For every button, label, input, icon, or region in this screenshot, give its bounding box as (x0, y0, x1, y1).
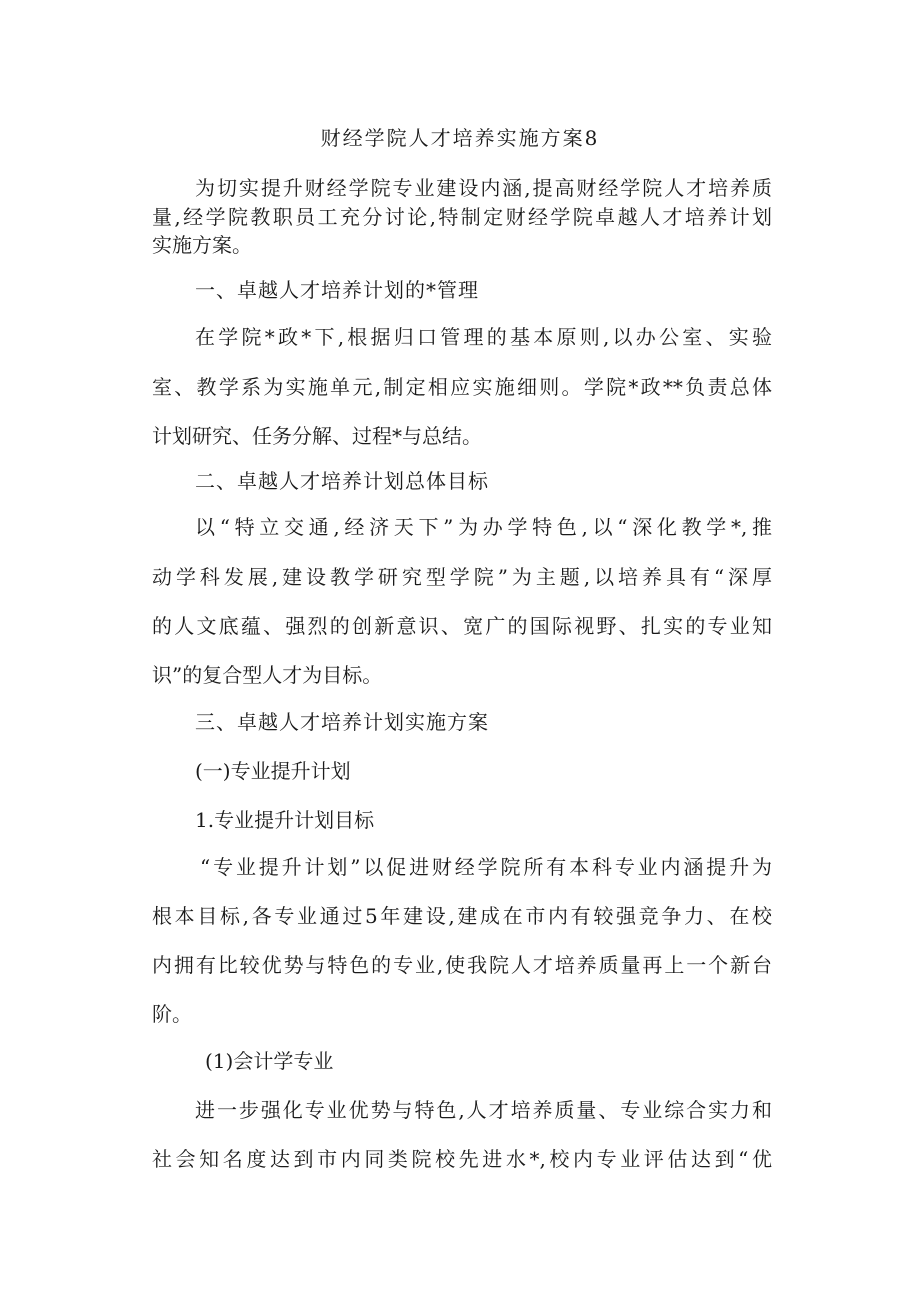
paragraph-line: 识”的复合型人才为目标。 (152, 663, 383, 687)
section-heading-2: 二、卓越人才培养计划总体目标 (195, 469, 489, 493)
paragraph-line: 为切实提升财经学院专业建设内涵,提高财经学院人才培养质 (195, 176, 772, 200)
paragraph-line: 以“特立交通,经济天下”为办学特色,以“深化教学*,推 (195, 515, 772, 539)
section-heading-3: 三、卓越人才培养计划实施方案 (195, 710, 489, 734)
paragraph-line: 社会知名度达到市内同类院校先进水*,校内专业评估达到“优 (152, 1147, 772, 1171)
paragraph-line: “专业提升计划”以促进财经学院所有本科专业内涵提升为 (200, 855, 772, 879)
paragraph-line: 的人文底蕴、强烈的创新意识、宽广的国际视野、扎实的专业知 (152, 614, 772, 638)
paragraph-line: 内拥有比较优势与特色的专业,使我院人才培养质量再上一个新台 (152, 953, 772, 977)
paragraph-line: 根本目标,各专业通过5年建设,建成在市内有较强竞争力、在校 (152, 904, 772, 928)
paragraph-line: 在学院*政*下,根据归口管理的基本原则,以办公室、实验 (195, 325, 772, 349)
subitem-heading: (1)会计学专业 (205, 1049, 334, 1073)
subsection-heading: (一)专业提升计划 (195, 759, 351, 783)
paragraph-line: 计划研究、任务分解、过程*与总结。 (152, 424, 482, 448)
paragraph-line: 进一步强化专业优势与特色,人才培养质量、专业综合实力和 (195, 1098, 772, 1122)
paragraph-line: 阶。 (152, 1002, 192, 1026)
paragraph-line: 量,经学院教职员工充分讨论,特制定财经学院卓越人才培养计划 (152, 205, 772, 229)
paragraph-line: 实施方案。 (152, 233, 252, 257)
paragraph-line: 动学科发展,建设教学研究型学院”为主题,以培养具有“深厚 (152, 565, 772, 589)
section-heading-1: 一、卓越人才培养计划的*管理 (195, 278, 479, 302)
paragraph-line: 室、教学系为实施单元,制定相应实施细则。学院*政**负责总体 (152, 375, 772, 399)
item-heading: 1.专业提升计划目标 (195, 808, 375, 832)
document-title: 财经学院人才培养实施方案8 (320, 126, 600, 150)
